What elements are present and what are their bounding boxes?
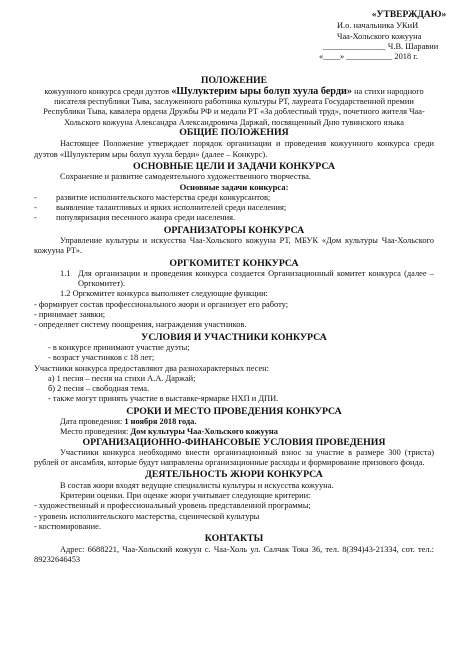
committee-list bbox=[34, 300, 434, 331]
list-item: б) 2 песня – свободная тема. bbox=[48, 384, 150, 394]
committee-p2: 1.2 Оргкомитет конкурса выполняет следующие функции: bbox=[60, 289, 268, 299]
approval-position: И.о. начальника УКиИ bbox=[337, 21, 419, 31]
place-label: Место проведения: bbox=[60, 427, 131, 437]
date-value: 1 ноября 2018 года. bbox=[124, 416, 197, 426]
approval-district: Чаа-Хольского кожууна bbox=[337, 31, 422, 41]
organizers-heading: ОРГАНИЗАТОРЫ КОНКУРСА bbox=[163, 224, 305, 236]
jury-text1: В состав жюри входят ведущие специалисты культуры и искусства кожууна. bbox=[60, 480, 334, 490]
date-row bbox=[34, 417, 434, 427]
contest-intro bbox=[34, 87, 434, 128]
committee-p1-text: Для организации и проведения конкурса создается Организационный комитет конкурса (далее – Оргкомитет). bbox=[78, 268, 434, 289]
criteria-list bbox=[34, 501, 434, 532]
conditions-heading: УСЛОВИЯ И УЧАСТНИКИ КОНКУРСА bbox=[141, 331, 327, 343]
organizers-text: Управление культуры и искусства Чаа-Хольского кожууна РТ, МБУК «Дом культуры Чаа-Хольского кожууна РТ». bbox=[34, 235, 434, 256]
contest-name: «Шулуктерим ыры болуп хуула берди» bbox=[171, 85, 352, 97]
tasks-heading: Основные задачи конкурса: bbox=[179, 182, 289, 193]
list-item: - популяризация песенного жанра среди населения. bbox=[34, 213, 236, 223]
list-item: - костюмирование. bbox=[34, 521, 101, 531]
list-item: - развитие исполнительского мастерства среди конкурсантов; bbox=[34, 192, 271, 202]
committee-p1 bbox=[34, 269, 434, 290]
list-item: - в конкурсе принимают участие дуэты; bbox=[48, 342, 190, 352]
goals-heading: ОСНОВНЫЕ ЦЕЛИ И ЗАДАЧИ КОНКУРСА bbox=[132, 160, 336, 172]
contacts-text: Адрес: 6688221, Чаа-Хольский кожуун с. Чаа-Холь ул. Салчак Тока 36, тел. 8(394)43-21334, сот. тел.: 89232646453 bbox=[34, 544, 434, 564]
list-item: - определяет систему поощрения, награждения участников. bbox=[34, 320, 247, 330]
list-item: - уровень исполнительского мастерства, сценической культуры bbox=[34, 511, 260, 521]
jury-text2: Критерии оценки. При оценке жюри учитывает следующие критерии: bbox=[60, 491, 311, 501]
list-item: - возраст участников с 18 лет; bbox=[48, 353, 155, 363]
list-item: а) 1 песня – песня на стихи А.А. Даржай; bbox=[48, 373, 196, 383]
list-item: - художественный и профессиональный уровень представленной программы; bbox=[34, 501, 311, 511]
dates-heading: СРОКИ И МЕСТО ПРОВЕДЕНИЯ КОНКУРСА bbox=[126, 405, 342, 417]
goals-text: Сохранение и развитие самодеятельного художественного творчества. bbox=[60, 172, 311, 182]
committee-heading: ОРГКОМИТЕТ КОНКУРСА bbox=[169, 257, 299, 269]
list-item: - также могут принять участие в выставке-ярмарке НХП и ДПИ. bbox=[48, 394, 279, 404]
approval-title: «УТВЕРЖДАЮ» bbox=[371, 10, 447, 20]
general-heading: ОБЩИЕ ПОЛОЖЕНИЯ bbox=[179, 126, 289, 138]
list-item: - выявление талантливых и ярких исполнителей среди населения; bbox=[34, 203, 287, 213]
songs-intro: Участники конкурса предоставляют два разнохарактерных песен: bbox=[34, 363, 269, 373]
finance-text: Участники конкурса необходимо внести организационный взнос за участие в размере 300 (триста) рублей от ансамбля, которые будут направлены организационные расходы и формирование призового фонда. bbox=[34, 447, 434, 468]
finance-heading: ОРГАНИЗАЦИОННО-ФИНАНСОВЫЕ УСЛОВИЯ ПРОВЕДЕНИЯ bbox=[82, 436, 386, 448]
jury-heading: ДЕЯТЕЛЬНОСТЬ ЖЮРИ КОНКУРСА bbox=[145, 469, 323, 481]
approval-block bbox=[319, 10, 468, 62]
contacts-heading: КОНТАКТЫ bbox=[204, 533, 264, 545]
approval-date: «____» ___________ 2018 г. bbox=[319, 52, 418, 62]
place-value: Дом культуры Чаа-Хольского кожууна bbox=[130, 427, 278, 437]
date-label: Дата проведения: bbox=[60, 416, 125, 426]
tasks-list bbox=[34, 193, 434, 224]
general-text: Настоящее Положение утверждает порядок организации и проведения кожуунного конкурса среди дуэтов «Шулуктерим ыры болуп хуула берди» (далее – Конкурс). bbox=[34, 139, 434, 159]
list-item: - формирует состав профессионального жюри и организует его работу; bbox=[34, 299, 289, 309]
document-title: ПОЛОЖЕНИЕ bbox=[200, 75, 268, 87]
list-item: - принимает заявки; bbox=[34, 310, 106, 320]
contest-intro-rest: на стихи народного писателя республики Тыва, заслуженного работника культуры РТ, лауреата Государственной премии Республики Тыва, кавалера ордена Дружбы РФ и медали РТ «За доблестный труд», почетного жителя Чаа-Хольского кожууна Александра Александровича Даржай, посвященный Дню тувинского языка bbox=[43, 86, 425, 127]
approval-signature: _______________ Ч.В. Шаравии bbox=[323, 41, 439, 51]
committee-p1-num: 1.1 bbox=[60, 268, 71, 278]
contest-intro-prefix: кожуунного конкурса среди дуэтов bbox=[44, 86, 172, 96]
